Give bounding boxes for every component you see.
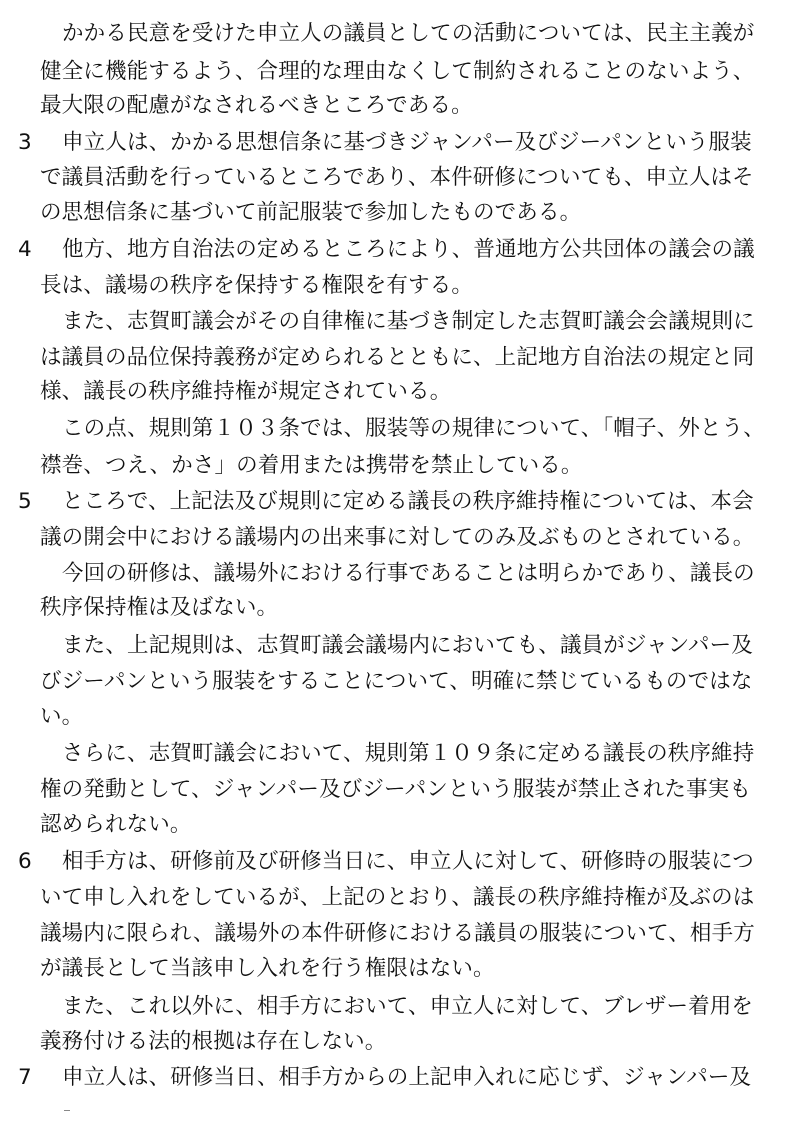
text-line <box>0 485 786 519</box>
line-text: 健全に機能するよう、合理的な理由なくして制約されることのないよう、 <box>40 59 755 84</box>
text-line <box>0 412 786 446</box>
text-line <box>0 55 786 89</box>
text-line <box>0 773 786 807</box>
line-text: かかる民意を受けた申立人の議員としての活動については、民主主義が <box>62 21 755 46</box>
text-line <box>0 737 786 771</box>
paragraph-number: 6 <box>18 849 32 874</box>
line-text: 相手方は、研修前及び研修当日に、申立人に対して、研修時の服装につ <box>62 849 754 874</box>
text-line <box>0 305 786 339</box>
text-line <box>0 629 786 663</box>
text-line <box>0 89 786 123</box>
line-text: 長は、議場の秩序を保持する権限を有する。 <box>40 273 474 298</box>
line-text: 権の発動として、ジャンパー及びジーパンという服装が禁止された事実も <box>40 777 752 802</box>
line-text: 最大限の配慮がなされるべきところである。 <box>40 93 473 118</box>
line-text: で議員活動を行っているところであり、本件研修についても、申立人はそ <box>40 165 754 190</box>
line-text: また、志賀町議会がその自律権に基づき制定した志賀町議会会議規則に <box>62 309 755 334</box>
line-text: この点、規則第１０３条では、服装等の規律について、「帽子、外とう、 <box>62 416 765 441</box>
line-text: 義務付ける法的根拠は存在しない。 <box>40 1029 387 1054</box>
paragraph-number: 3 <box>18 130 32 155</box>
line-text: 認められない。 <box>40 812 192 837</box>
text-line <box>0 700 786 734</box>
text-line <box>0 161 786 195</box>
paragraph-number: 4 <box>18 237 32 262</box>
line-text: 様、議長の秩序維持権が規定されている。 <box>40 379 452 404</box>
line-text: 今回の研修は、議場外における行事であることは明らかであり、議長の <box>62 561 755 586</box>
text-line <box>0 1025 786 1059</box>
text-line <box>0 17 786 51</box>
text-line <box>0 341 786 375</box>
paragraph-number: 7 <box>18 1065 32 1090</box>
text-line <box>0 521 786 555</box>
line-text: ところで、上記法及び規則に定める議長の秩序維持権については、本会 <box>62 489 754 514</box>
line-text: が議長として当該申し入れを行う権限はない。 <box>40 956 495 981</box>
text-line <box>0 269 786 303</box>
paragraph-number: 5 <box>18 489 32 514</box>
text-line <box>0 233 786 267</box>
text-line <box>0 1061 786 1095</box>
line-text: 申立人は、かかる思想信条に基づきジャンパー及びジーパンという服装 <box>62 130 752 155</box>
text-line <box>0 375 786 409</box>
text-line <box>0 665 786 699</box>
text-line <box>0 196 786 230</box>
line-text: 申立人は、研修当日、相手方からの上記申入れに応じず、ジャンパー及 <box>62 1065 752 1090</box>
line-text: 議の開会中における議場内の出来事に対してのみ及ぶものとされている。 <box>40 525 755 550</box>
line-text: 秩序保持権は及ばない。 <box>40 595 279 620</box>
text-line <box>0 808 786 842</box>
line-text: また、上記規則は、志賀町議会議場内においても、議員がジャンパー及 <box>62 633 753 658</box>
text-line <box>0 557 786 591</box>
text-line <box>0 881 786 915</box>
line-text: の思想信条に基づいて前記服装で参加したものである。 <box>40 200 582 225</box>
text-line <box>0 917 786 951</box>
line-text: は議員の品位保持義務が定められるとともに、上記地方自治法の規定と同 <box>40 345 755 370</box>
line-text: い。 <box>40 704 84 729</box>
text-line <box>0 591 786 625</box>
scan-artifact <box>64 1110 70 1111</box>
line-text: びジーパンという服装をすることについて、明確に禁じているものではな <box>40 669 753 694</box>
line-text: いて申し入れをしているが、上記のとおり、議長の秩序維持権が及ぶのは <box>40 885 755 910</box>
line-text: 他方、地方自治法の定めるところにより、普通地方公共団体の議会の議 <box>62 237 755 262</box>
text-line <box>0 126 786 160</box>
text-line <box>0 449 786 483</box>
line-text: さらに、志賀町議会において、規則第１０９条に定める議長の秩序維持 <box>62 741 755 766</box>
line-text: 議場内に限られ、議場外の本件研修における議員の服装について、相手方 <box>40 921 755 946</box>
line-text: また、これ以外に、相手方において、申立人に対して、ブレザー着用を <box>62 994 754 1019</box>
text-line <box>0 845 786 879</box>
text-line <box>0 952 786 986</box>
line-text: 襟巻、つえ、かさ」の着用または携帯を禁止している。 <box>40 453 583 478</box>
text-line <box>0 990 786 1024</box>
